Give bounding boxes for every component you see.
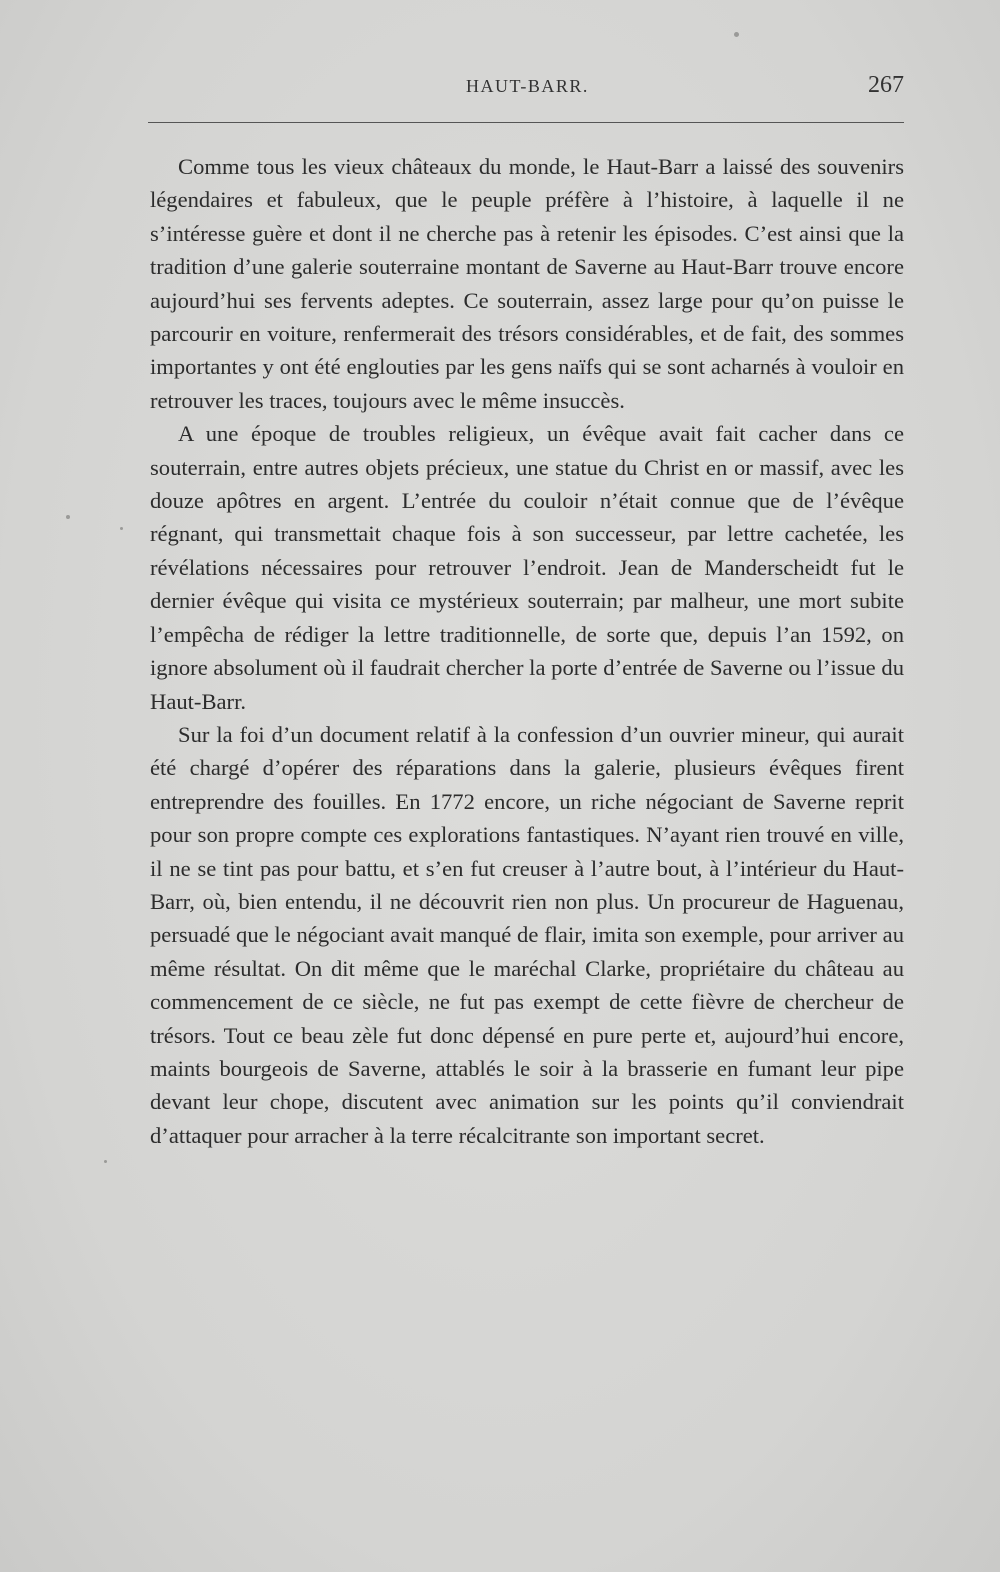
running-head: HAUT-BARR. [466,76,589,96]
paper-speck [120,527,123,530]
paragraph-1: Comme tous les vieux châteaux du monde, le Haut-Barr a laissé des souvenirs légendaires et fabuleux, que le peuple préfère à l’histoire, à laquelle il ne s’intéresse guère et dont il ne cherche pas à retenir les épisodes. C’est ainsi que la tradition d’une galerie souterraine montant de Saverne au Haut-Barr trouve encore aujourd’hui ses fervents adeptes. Ce souterrain, assez large pour qu’on puisse le parcourir en voiture, renfermerait des trésors considérables, et de fait, des sommes importantes y ont été englouties par les gens naïfs qui se sont acharnés à vouloir en retrouver les traces, toujours avec le même insuccès. [150,154,904,413]
paper-speck [104,1160,107,1163]
paragraph-2: A une époque de troubles religieux, un évêque avait fait cacher dans ce souterrain, entre autres objets précieux, une statue du Christ en or massif, avec les douze apôtres en argent. L’entrée du couloir n’était connue que de l’évêque régnant, qui transmettait chaque fois à son successeur, par lettre cachetée, les révélations nécessaires pour retrouver l’endroit. Jean de Manderscheidt fut le dernier évêque qui visita ce mystérieux souterrain; par malheur, une mort subite l’empêcha de rédiger la lettre traditionnelle, de sorte que, depuis l’an 1592, on ignore absolument où il faudrait chercher la porte d’entrée de Saverne ou l’issue du Haut-Barr. [150,421,904,714]
header-rule [148,122,904,123]
body-text [150,150,904,1152]
page-number: 267 [868,72,904,98]
page-header [148,72,904,112]
paper-speck [66,515,70,519]
paper-speck [734,32,739,37]
paragraph-3: Sur la foi d’un document relatif à la confession d’un ouvrier mineur, qui aurait été chargé d’opérer des réparations dans la galerie, plusieurs évêques firent entreprendre des fouilles. En 1772 encore, un riche négociant de Saverne reprit pour son propre compte ces explorations fantastiques. N’ayant rien trouvé en ville, il ne se tint pas pour battu, et s’en fut creuser à l’autre bout, à l’intérieur du Haut-Barr, où, bien entendu, il ne découvrit rien non plus. Un procureur de Haguenau, persuadé que le négociant avait manqué de flair, imita son exemple, pour arriver au même résultat. On dit même que le maréchal Clarke, propriétaire du château au commencement de ce siècle, ne fut pas exempt de cette fièvre de chercheur de trésors. Tout ce beau zèle fut donc dépensé en pure perte et, aujourd’hui encore, maints bourgeois de Saverne, attablés le soir à la brasserie en fumant leur pipe devant leur chope, discutent avec animation sur les points qu’il conviendrait d’attaquer pour arracher à la terre récalcitrante son important secret. [150,721,904,1148]
